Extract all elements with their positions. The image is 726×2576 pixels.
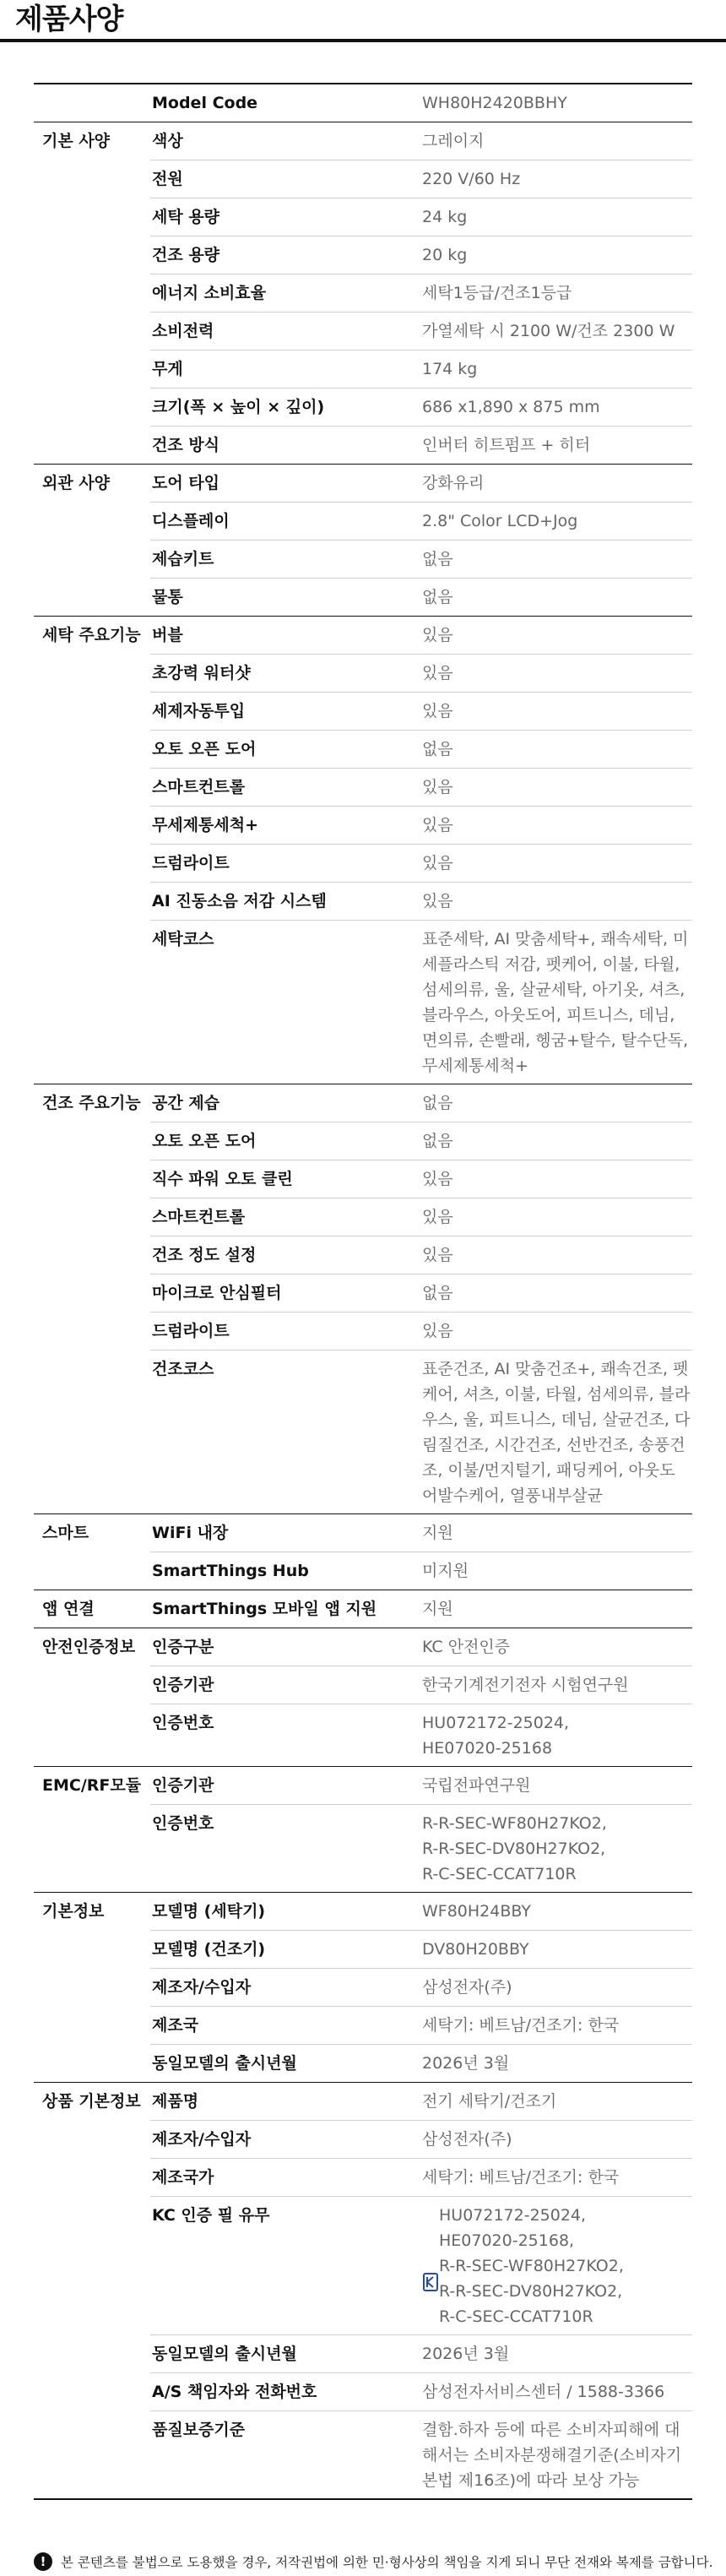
spec-group-name: 세탁 주요기능 [42,626,141,644]
spec-label: 마이크로 안심필터 [152,1284,282,1302]
spec-row [150,503,692,541]
spec-label: 에너지 소비효율 [152,284,267,302]
spec-label: SmartThings Hub [152,1562,309,1580]
spec-row [150,389,692,427]
spec-label: SmartThings 모바일 앱 지원 [152,1600,377,1618]
spec-rows [150,84,692,122]
spec-value: 삼성전자(주) [422,1978,512,1997]
spec-group [34,1084,692,1514]
spec-value: 인버터 히트펌프 + 히터 [422,436,591,454]
spec-rows [150,465,692,616]
spec-row [150,1931,692,1969]
spec-row [150,1590,692,1628]
spec-label: 스마트컨트롤 [152,1208,246,1226]
spec-rows [150,1514,692,1590]
spec-row [150,2411,692,2498]
spec-label: 제품명 [152,2092,199,2111]
spec-row [150,655,692,693]
spec-row [150,617,692,655]
spec-row [150,731,692,769]
spec-value: 있음 [422,702,453,720]
spec-label: 색상 [152,132,183,150]
spec-value: DV80H20BBY [422,1940,529,1959]
spec-group [34,617,692,1084]
spec-value: 삼성전자(주) [422,2130,512,2149]
spec-row [150,769,692,807]
spec-row [150,579,692,616]
spec-rows [150,1590,692,1628]
spec-group [34,122,692,465]
spec-label: 초강력 워터샷 [152,664,251,682]
spec-rows [150,122,692,464]
spec-rows [150,1893,692,2082]
spec-label: Model Code [152,94,258,112]
spec-label: 무게 [152,360,183,378]
spec-row [150,1312,692,1350]
spec-row [150,845,692,883]
title-divider [0,39,726,42]
spec-row [150,1666,692,1704]
spec-label: 동일모델의 출시년월 [152,2345,297,2363]
spec-label: 세제자동투입 [152,702,246,720]
spec-row [150,1514,692,1552]
spec-row [150,921,692,1084]
spec-group-name: 스마트 [42,1524,89,1542]
spec-value: 한국기계전기전자 시험연구원 [422,1676,629,1694]
spec-row [150,1350,692,1514]
spec-row [150,807,692,845]
spec-row [150,2159,692,2197]
spec-group-name: 안전인증정보 [42,1638,136,1656]
spec-value: 있음 [422,1170,453,1188]
spec-value: 세탁1등급/건조1등급 [422,284,572,302]
spec-value: 전기 세탁기/건조기 [422,2092,557,2111]
spec-rows [150,1767,692,1892]
spec-label: KC 인증 필 유무 [152,2206,270,2225]
spec-value: 있음 [422,778,453,796]
spec-label: 제조국가 [152,2168,214,2187]
spec-value: 삼성전자서비스센터 / 1588-3366 [422,2383,665,2401]
spec-group-name: 외관 사양 [42,474,111,492]
spec-label: 제조자/수입자 [152,2130,252,2149]
spec-row [150,1198,692,1236]
spec-value: 국립전파연구원 [422,1776,531,1795]
spec-row [150,1084,692,1122]
spec-row [150,2121,692,2159]
spec-value: R-R-SEC-WF80H27KO2, R-R-SEC-DV80H27KO2, R-C-SEC-CCAT710R [422,1814,607,1883]
spec-rows [150,1628,692,1766]
spec-value: 2.8" Color LCD+Jog [422,512,578,530]
spec-label: 세탁코스 [152,930,214,948]
spec-label: 인증번호 [152,1814,214,1833]
spec-label: 크기(폭 × 높이 × 깊이) [152,398,325,416]
spec-label: 소비전력 [152,322,214,340]
spec-label: 도어 타입 [152,474,220,492]
spec-label: 드럼라이트 [152,1322,230,1340]
spec-label: 공간 제습 [152,1094,220,1112]
spec-row [150,274,692,312]
spec-label: 인증구분 [152,1638,214,1656]
spec-value: 있음 [422,1208,453,1226]
spec-value: 그레이지 [422,132,485,150]
spec-row [150,236,692,274]
spec-row [150,1552,692,1590]
spec-value: 있음 [422,664,453,682]
spec-label: 건조 방식 [152,436,220,454]
spec-value: 표준건조, AI 맞춤건조+, 쾌속건조, 펫 케어, 셔츠, 이불, 타월, 섬세의류, 블라 우스, 울, 피트니스, 데님, 살균건조, 다 림질건조, 시간건조, 선반건조, 송풍건 조, 이불/먼지털기, 패딩케어, 아웃도 어발수케어, 열풍내부살균 [422,1360,691,1505]
spec-group-name [34,84,150,122]
spec-value: 결함.하자 등에 따른 소비자피해에 대 해서는 소비자분쟁해결기준(소비자기 본법 제16조)에 따라 보상 가능 [422,2421,682,2490]
spec-group-name: EMC/RF모듈 [42,1776,142,1795]
spec-value: 없음 [422,550,453,568]
spec-value: 지원 [422,1600,453,1618]
spec-row [150,2007,692,2045]
spec-group-name: 건조 주요기능 [42,1094,141,1112]
spec-label: 물통 [152,588,183,606]
spec-value: 220 V/60 Hz [422,170,521,188]
spec-group [34,1893,692,2083]
spec-group [34,1628,692,1767]
spec-value: 있음 [422,1322,453,1340]
spec-row [150,1893,692,1931]
spec-value: 세탁기: 베트남/건조기: 한국 [422,2016,620,2035]
spec-label: 인증기관 [152,1676,214,1694]
spec-value: 세탁기: 베트남/건조기: 한국 [422,2168,620,2187]
spec-value: 없음 [422,1132,453,1150]
spec-row [150,122,692,160]
spec-label: 모델명 (세탁기) [152,1902,266,1921]
spec-label: 전원 [152,170,183,188]
spec-label: 제조자/수입자 [152,1978,252,1997]
spec-row [150,2335,692,2373]
spec-label: 드럼라이트 [152,854,230,872]
spec-label: AI 진동소음 저감 시스템 [152,892,327,910]
spec-group-name: 기본정보 [42,1902,105,1921]
spec-group-name: 앱 연결 [42,1600,95,1618]
spec-value: HU072172-25024, HE07020-25168 [422,1714,570,1758]
spec-group [34,84,692,122]
spec-label: 버블 [152,626,183,644]
exclamation-circle-icon: ! [34,2552,52,2571]
spec-value: KC 안전인증 [422,1638,511,1656]
spec-row [150,1122,692,1160]
kc-certification-mark-icon [423,2273,438,2291]
spec-value: 2026년 3월 [422,2054,510,2073]
spec-value: 있음 [422,1246,453,1264]
spec-value: 20 kg [422,246,468,264]
spec-value: 미지원 [422,1562,469,1580]
spec-label: 모델명 (건조기) [152,1940,266,1959]
spec-value: 없음 [422,1284,453,1302]
spec-group [34,465,692,617]
spec-label: WiFi 내장 [152,1524,229,1542]
spec-value: 있음 [422,854,453,872]
spec-group-name: 기본 사양 [42,132,111,150]
spec-row [150,1236,692,1274]
spec-group [34,1590,692,1628]
spec-row [150,1160,692,1198]
spec-row [150,1628,692,1666]
spec-row [150,312,692,351]
spec-value: 24 kg [422,208,468,226]
spec-row [150,84,692,122]
spec-value: 없음 [422,588,453,606]
spec-value: 가열세탁 시 2100 W/건조 2300 W [422,322,675,340]
copyright-notice-text: 본 콘텐츠를 불법으로 도용했을 경우, 저작권법에 의한 민·형사상의 책임을 지게 되니 무단 전재와 복제를 금합니다. [61,2555,713,2570]
spec-row [150,427,692,464]
spec-row [150,2197,692,2335]
spec-rows [150,1084,692,1514]
spec-label: 동일모델의 출시년월 [152,2054,297,2073]
spec-group-name: 상품 기본정보 [42,2092,141,2111]
spec-value: 없음 [422,740,453,758]
spec-group [34,1767,692,1893]
spec-row [150,2083,692,2121]
spec-label: 건조 정도 설정 [152,1246,257,1264]
spec-row [150,1969,692,2007]
spec-value: 있음 [422,816,453,834]
spec-value: 있음 [422,626,453,644]
spec-label: 인증번호 [152,1714,214,1732]
spec-value [422,2197,692,2334]
spec-row [150,351,692,389]
spec-row [150,883,692,921]
spec-label: 건조 용량 [152,246,220,264]
spec-row [150,541,692,579]
spec-table [34,83,692,2500]
spec-rows [150,2083,692,2498]
spec-label: 오토 오픈 도어 [152,740,257,758]
spec-value: 686 x1,890 x 875 mm [422,398,600,416]
copyright-notice [34,2547,726,2576]
spec-row [150,198,692,236]
kc-certification-numbers: HU072172-25024, HE07020-25168, R-R-SEC-WF80H27KO2, R-R-SEC-DV80H27KO2, R-C-SEC-CCAT710R [439,2206,624,2326]
spec-label: 품질보증기준 [152,2421,246,2439]
spec-label: 스마트컨트롤 [152,778,246,796]
spec-label: 무세제통세척+ [152,816,259,834]
spec-value: 표준세탁, AI 맞춤세탁+, 쾌속세탁, 미 세플라스틱 저감, 펫케어, 이불, 타월, 섬세의류, 울, 살균세탁, 아기옷, 셔츠, 블라우스, 아웃도어, 피트니스, 데님, 면의류, 손빨래, 헹굼+탈수, 탈수단독, 무세제통세척+ [422,930,689,1075]
spec-rows [150,617,692,1084]
spec-row [150,2045,692,2082]
spec-label: 제습키트 [152,550,214,568]
page-title: 제품사양 [15,3,123,36]
spec-group [34,1514,692,1590]
spec-value: 174 kg [422,360,478,378]
spec-row [150,1704,692,1766]
spec-label: 인증기관 [152,1776,214,1795]
spec-value: 강화유리 [422,474,485,492]
spec-row [150,1274,692,1312]
spec-row [150,2373,692,2411]
spec-row [150,693,692,731]
spec-row [150,1767,692,1805]
spec-label: 세탁 용량 [152,208,220,226]
spec-value: 있음 [422,892,453,910]
spec-row [150,160,692,198]
spec-value: 2026년 3월 [422,2345,510,2363]
spec-label: 디스플레이 [152,512,230,530]
spec-row [150,465,692,503]
spec-label: 오토 오픈 도어 [152,1132,257,1150]
spec-label: 직수 파워 오토 클린 [152,1170,293,1188]
spec-group [34,2083,692,2498]
spec-label: 건조코스 [152,1360,214,1378]
spec-value: 없음 [422,1094,453,1112]
spec-value: 지원 [422,1524,453,1542]
spec-row [150,1805,692,1892]
spec-label: 제조국 [152,2016,199,2035]
spec-label: A/S 책임자와 전화번호 [152,2383,317,2401]
spec-value: WH80H2420BBHY [422,94,567,112]
spec-value: WF80H24BBY [422,1902,531,1921]
